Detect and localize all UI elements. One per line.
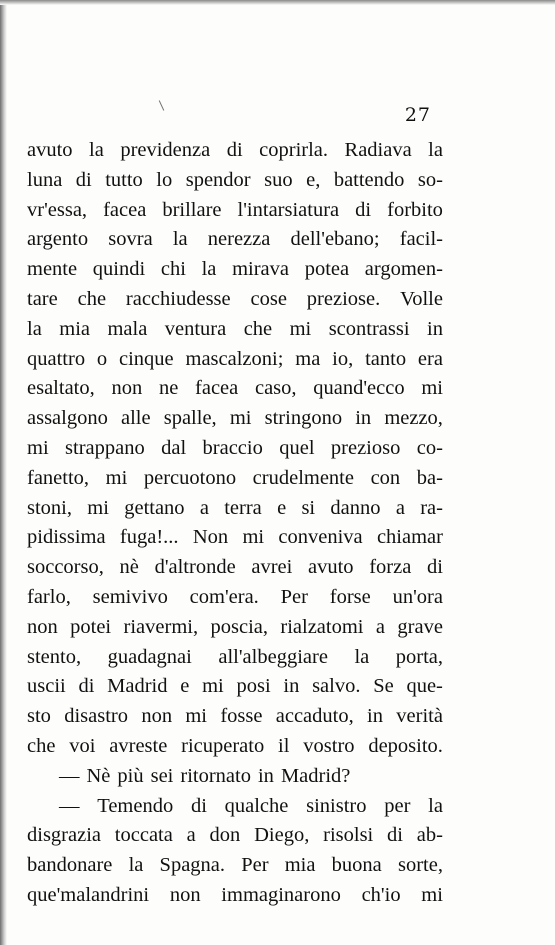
text-line: non potei riavermi, poscia, rialzatomi a grave: [27, 615, 443, 638]
text-line: che voi avreste ricuperato il vostro deposito.: [27, 734, 443, 757]
text-line: — Temendo di qualche sinistro per la: [59, 794, 443, 817]
text-line: que'malandrini non immaginarono ch'io mi: [27, 883, 443, 906]
text-line: assalgono alle spalle, mi stringono in mezzo,: [27, 407, 443, 430]
text-line: mi strappano dal braccio quel prezioso co-: [27, 436, 443, 459]
text-line: pidissima fuga!... Non mi conveniva chiamar: [27, 526, 443, 549]
text-line: tare che racchiudesse cose preziose. Volle: [27, 287, 443, 310]
text-line: fanetto, mi percuotono crudelmente con ba-: [27, 466, 443, 489]
text-line: sto disastro non mi fosse accaduto, in verità: [27, 705, 443, 728]
scan-edge-top: [0, 0, 555, 5]
text-line: stento, guadagnai all'albeggiare la porta,: [27, 645, 443, 668]
text-line: disgrazia toccata a don Diego, risolsi di ab-: [27, 824, 443, 847]
text-line: uscii di Madrid e mi posi in salvo. Se que-: [27, 675, 443, 698]
text-line: mente quindi chi la mirava potea argomen-: [27, 258, 443, 281]
text-line: esaltato, non ne facea caso, quand'ecco mi: [27, 377, 443, 400]
paper-speck: [159, 100, 165, 110]
text-line: bandonare la Spagna. Per mia buona sorte,: [27, 854, 443, 877]
text-line: — Nè più sei ritornato in Madrid?: [59, 764, 351, 787]
text-line: avuto la previdenza di coprirla. Radiava la: [27, 139, 443, 161]
text-line: luna di tutto lo spendor suo e, battendo so-: [27, 168, 443, 191]
text-line: argento sovra la nerezza dell'ebano; facil-: [27, 228, 443, 251]
text-line: vr'essa, facea brillare l'intarsiatura di forbito: [27, 198, 443, 221]
text-line: stoni, mi gettano a terra e si danno a ra-: [27, 496, 443, 519]
text-line: farlo, semivivo com'era. Per forse un'ora: [27, 585, 443, 608]
text-line: quattro o cinque mascalzoni; ma io, tanto era: [27, 347, 443, 370]
text-line: soccorso, nè d'altronde avrei avuto forza di: [27, 556, 443, 579]
body-text: [27, 136, 443, 911]
page-number: 27: [404, 104, 431, 126]
scan-edge-left: [0, 0, 7, 945]
text-line: la mia mala ventura che mi scontrassi in: [27, 317, 443, 340]
